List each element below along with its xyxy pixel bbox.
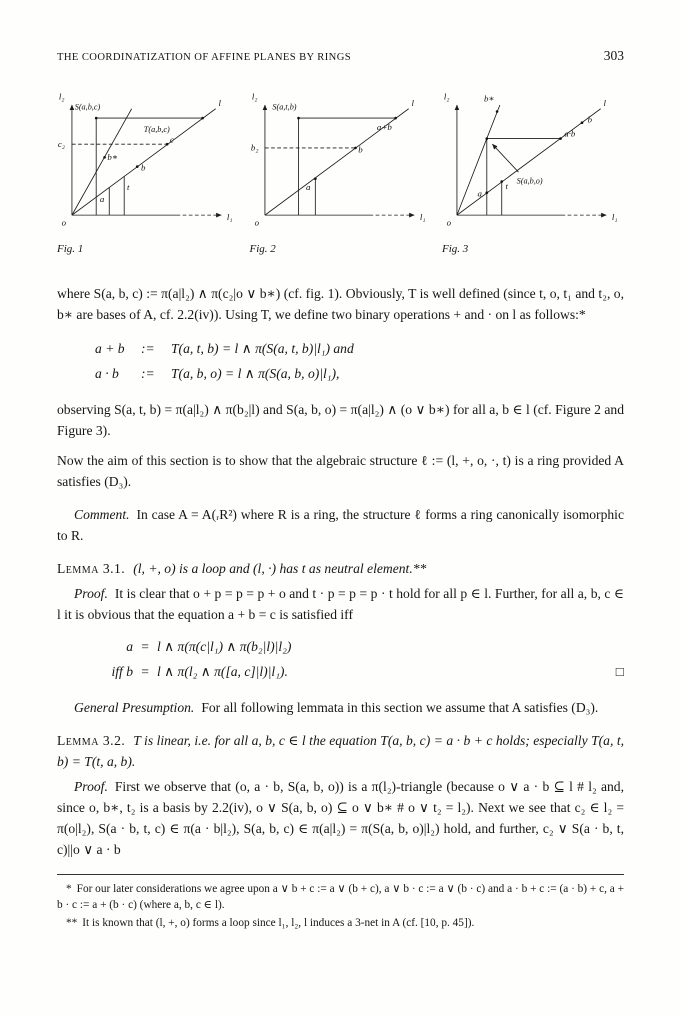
equation-rhs: l ∧ π(π(c|l₁) ∧ π(b₂|l)|l₂) [157, 639, 292, 654]
fig3-point-s-label: S(a,b,o) [516, 176, 543, 186]
fig2-b2-label: b₂ [250, 142, 258, 153]
footnote-2 [57, 916, 624, 932]
equation-lhs: a + b [95, 341, 125, 356]
figure-3-caption: Fig. 3 [442, 243, 469, 255]
figure-3 [442, 90, 624, 255]
figure-2-caption: Fig. 2 [249, 243, 276, 255]
figures-row [57, 90, 624, 255]
figure-1-caption: Fig. 1 [57, 243, 84, 255]
equation-operator: = [140, 664, 150, 679]
figure-1 [57, 90, 239, 255]
footnote-1-text: For our later considerations we agree upon a ∨ b + c := a ∨ (b + c), a ∨ b · c := a ∨ (b · c) and a · b + c := (a · b) + c, a + b · c := a + (b · c) (where a, b, c ∈ l). [57, 883, 624, 911]
equation-lhs: a [126, 639, 133, 654]
fig1-c2-label: c₂ [57, 139, 65, 149]
footnote-1 [57, 882, 624, 914]
fig1-c-label: c [169, 134, 174, 145]
page-number: 303 [603, 48, 624, 63]
figure-2 [250, 90, 432, 255]
fig2-origin-label: o [254, 217, 259, 228]
fig3-origin-label: o [446, 217, 452, 228]
comment-paragraph [57, 504, 624, 546]
fig3-b-label: b [587, 114, 593, 125]
general-presumption-text: For all following lemmata in this section we assume that A satisfies (D₃). [201, 700, 599, 715]
footnotes [57, 882, 624, 931]
paper-title: THE COORDINATIZATION OF AFFINE PLANES BY RINGS [57, 52, 352, 63]
fig3-l2-axis-label: l₂ [443, 91, 450, 102]
proof-3-1-lead: Proof. [74, 586, 108, 601]
equation-operator: := [141, 341, 155, 356]
equation-multiplication [95, 361, 624, 386]
proof-3-2-text: First we observe that (o, a · b, S(a, b, o)) is a π(l₂)-triangle (because o ∨ a · b ⊆ l # l₂ and, since o, b∗, t₂ is a basis by 2.2(iv), o ∨ S(a, b, o) ⊆ o ∨ b∗ # o ∨ t₂ = l₂). Next we see that c₂ ∈ l₂ = π(o|l₂), S(a · b, t, c) ∈ π(a · b|l₂), S(a, b, c) ∈ π(a|l₂) = π(S(a, b, o)|l₂) hold, and further, c₂ ∨ S(a · b, t, c)||o ∨ a · b [57, 779, 624, 857]
article-body [57, 283, 624, 860]
equation-rhs: T(a, t, b) = l ∧ π(S(a, t, b)|l₁) and [171, 341, 354, 356]
footnote-1-marker: * [66, 883, 72, 895]
lemma-3-1-label: Lemma 3.1. [57, 561, 126, 576]
fig2-point-s-label: S(a,t,b) [271, 102, 297, 112]
comment-lead: Comment. [74, 507, 130, 522]
proof-3-1-text: It is clear that o + p = p = p + o and t · p = p = p · t hold for all p ∈ l. Further, for all a, b, c ∈ l it is obvious that the equation a + b = c is satisfied iff [57, 586, 624, 622]
line-l [457, 109, 601, 215]
general-presumption-lead: General Presumption. [74, 700, 195, 715]
equation-lhs: a · b [95, 366, 119, 381]
fig2-a-label: a [305, 181, 310, 192]
equation-rhs: T(a, b, o) = l ∧ π(S(a, b, o)|l₁), [171, 366, 340, 381]
equation-addition [95, 336, 624, 361]
equation-lhs: iff b [111, 664, 133, 679]
footnote-rule [57, 874, 624, 875]
fig3-t-label: t [505, 181, 508, 191]
fig1-a-label: a [99, 194, 105, 205]
proof-3-2 [57, 776, 624, 860]
equation-iff-b [87, 659, 624, 684]
general-presumption-paragraph [57, 697, 624, 718]
comment-text: In case A = A(ᵣR²) where R is a ring, the structure ℓ forms a ring canonically isomorphic to R. [57, 507, 624, 543]
annotation-arrow [492, 144, 518, 172]
qed-square: □ [615, 664, 624, 679]
equation-a [87, 634, 624, 659]
construction-lines [72, 102, 221, 215]
lemma-3-1 [57, 558, 624, 579]
fig3-bstar-label: b∗ [484, 93, 495, 104]
fig1-l2-axis-label: l₂ [58, 91, 65, 102]
line-o-bstar [457, 105, 500, 215]
fig1-point-s-label: S(a,b,c) [74, 102, 101, 112]
fig1-point-t-cap-label: T(a,b,c) [143, 125, 170, 135]
lemma-3-2-statement: T is linear, i.e. for all a, b, c ∈ l the equation T(a, b, c) = a · b + c holds; especially T(a, t, b) = T(t, a, b). [57, 733, 624, 769]
equation-operator: := [141, 366, 155, 381]
fig1-l1-axis-label: l₁ [226, 211, 233, 222]
fig1-b-label: b [141, 162, 146, 173]
construction-lines [457, 105, 606, 215]
fig1-bstar-label: b∗ [107, 152, 118, 163]
definition-equations [95, 336, 624, 386]
footnote-2-text: It is known that (l, +, o) forms a loop since l₁, l₂, l induces a 3-net in A (cf. [10, p. 45]). [82, 916, 475, 929]
lemma-3-2-label: Lemma 3.2. [57, 733, 126, 748]
equation-rhs: l ∧ π(l₂ ∧ π([a, c]|l)|l₁). [157, 664, 288, 679]
page-header [57, 48, 624, 64]
paragraph-observing: observing S(a, t, b) = π(a|l₂) ∧ π(b₂|l) and S(a, b, o) = π(a|l₂) ∧ (o ∨ b∗) for all a, b ∈ l (cf. Figure 2 and Figure 3). [57, 402, 624, 438]
construction-lines [264, 102, 413, 215]
fig2-l2-axis-label: l₂ [251, 91, 257, 102]
fig2-b-label: b [357, 144, 363, 155]
fig3-l1-axis-label: l₁ [611, 211, 618, 222]
figure-2-diagram [250, 90, 432, 232]
paragraph-section-aim: Now the aim of this section is to show that the algebraic structure ℓ := (l, +, o, ·, t) is a ring provided A satisfies (D₃). [57, 453, 624, 489]
iff-equations [87, 634, 624, 684]
paragraph-s-definition: where S(a, b, c) := π(a|l₂) ∧ π(c₂|o ∨ b∗) (cf. fig. 1). Obviously, T is well defined (since t, o, t₁ and t₂, o, b∗ are bases of A, cf. 2.2(iv)). Using T, we define two binary operations + and · on l as follows:* [57, 286, 624, 322]
fig3-a-label: a [477, 188, 482, 199]
fig3-a-dot-b-label: a·b [564, 128, 576, 139]
fig2-a-plus-b-label: a+b [376, 122, 392, 133]
lemma-3-1-statement: (l, +, o) is a loop and (l, ·) has t as neutral element.** [133, 561, 427, 576]
fig2-l1-axis-label: l₁ [419, 211, 425, 222]
lemma-3-2 [57, 730, 624, 772]
fig1-origin-label: o [61, 217, 67, 228]
proof-3-2-lead: Proof. [74, 779, 108, 794]
fig3-line-l-label: l [603, 97, 606, 108]
equation-operator: = [140, 639, 150, 654]
figure-1-diagram [57, 90, 239, 232]
fig1-line-l-label: l [218, 97, 221, 108]
figure-3-diagram [442, 90, 624, 232]
fig1-t-label: t [127, 181, 130, 192]
fig2-line-l-label: l [410, 97, 414, 108]
proof-3-1 [57, 583, 624, 625]
footnote-2-marker: ** [66, 916, 78, 929]
